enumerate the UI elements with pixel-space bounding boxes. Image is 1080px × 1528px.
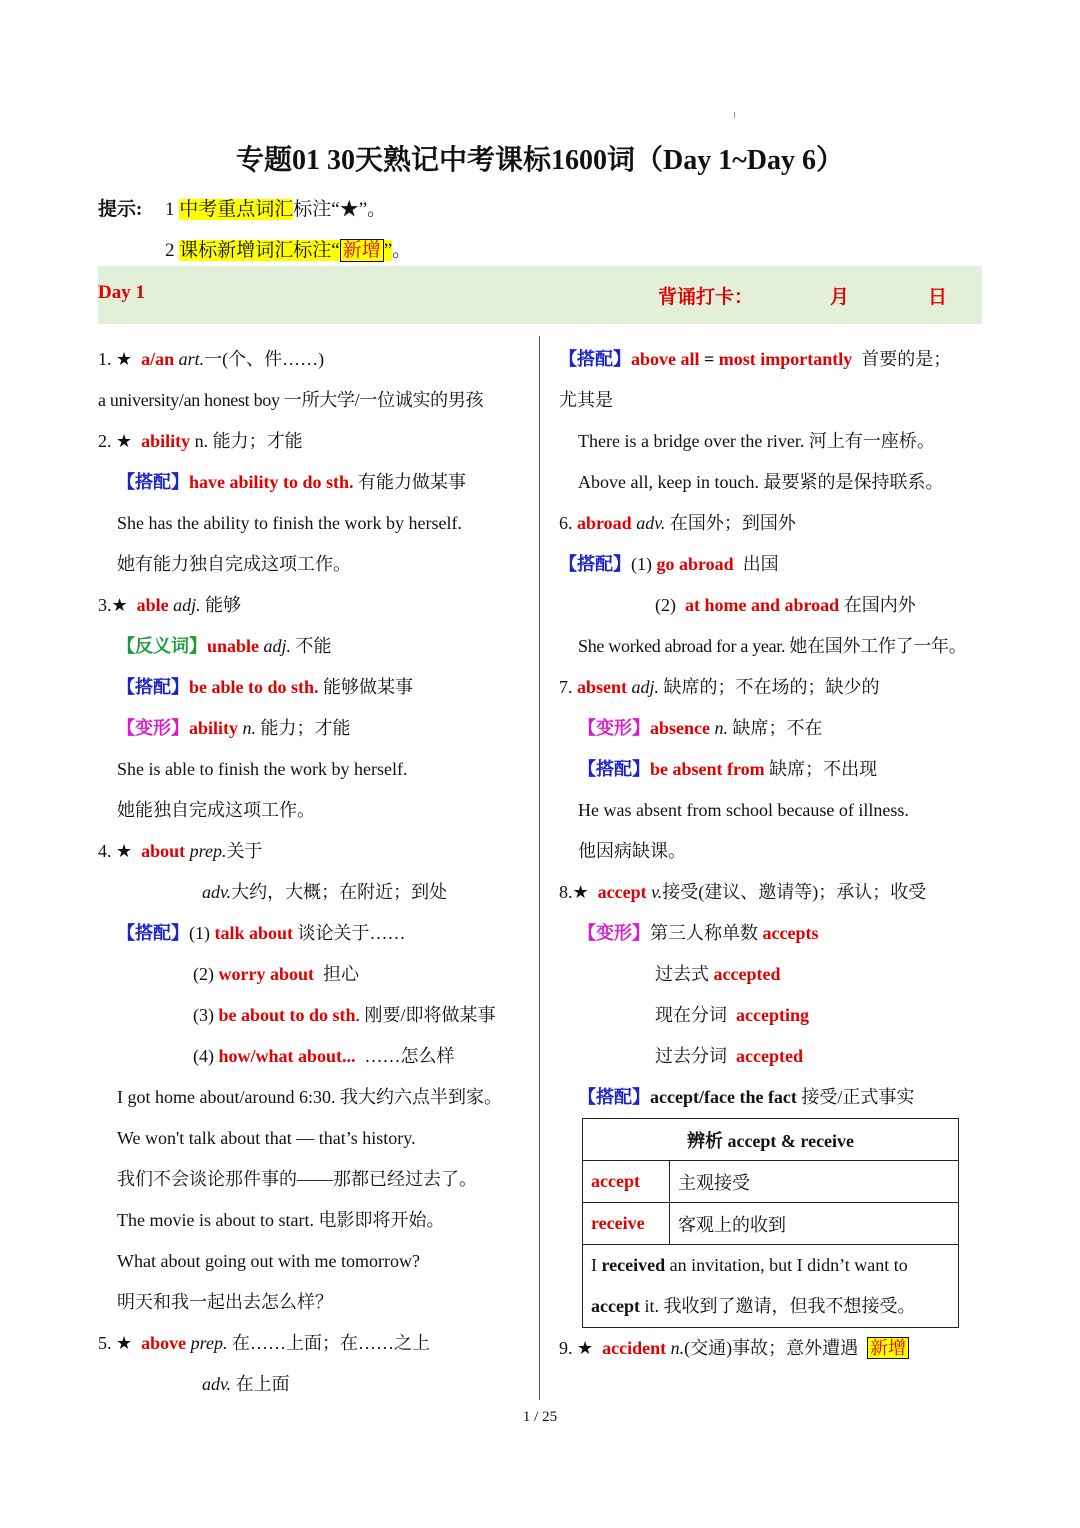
example: We won't talk about that — that’s history.: [117, 1128, 416, 1148]
example: 她有能力独自完成这项工作。: [117, 554, 351, 574]
table-cell: 主观接受: [670, 1161, 959, 1203]
tip-1: 1 中考重点词汇标注“★”。: [165, 199, 387, 220]
example: The movie is about to start. 电影即将开始。: [117, 1210, 445, 1230]
example: What about going out with me tomorrow?: [117, 1251, 420, 1271]
collocation: 【搭配】have ability to do sth. 有能力做某事: [117, 472, 467, 492]
collocation: 【搭配】accept/face the fact 接受/正式事实: [578, 1087, 915, 1107]
collocation: (2) worry about 担心: [193, 964, 359, 984]
day-header-bar: [98, 266, 982, 324]
example: There is a bridge over the river. 河上有一座桥。: [578, 431, 935, 451]
month-label: 月: [830, 287, 850, 308]
collocation: (4) how/what about... ……怎么样: [193, 1046, 455, 1066]
example: 她能独自完成这项工作。: [117, 800, 315, 820]
table-cell: accept: [583, 1161, 670, 1203]
new-word-tag: 新增: [867, 1337, 909, 1359]
example: She has the ability to finish the work by herself.: [117, 513, 462, 533]
entry-accident: 9. ★ accident n.(交通)事故；意外遭遇 新增: [559, 1335, 909, 1361]
example: 明天和我一起出去怎么样？: [117, 1292, 333, 1312]
entry-absent: 7. absent adj. 缺席的；不在场的；缺少的: [559, 677, 880, 697]
example: She is able to finish the work by herself.: [117, 759, 408, 779]
example: 我们不会谈论那件事的——那都已经过去了。: [117, 1169, 477, 1189]
table-example: I received an invitation, but I didn’t want to accept it. 我收到了邀请，但我不想接受。: [583, 1245, 959, 1328]
page-number: 1 / 25: [522, 1409, 558, 1425]
sense: 尤其是: [559, 390, 613, 410]
scan-mark: [734, 112, 735, 118]
example: 他因病缺课。: [578, 841, 686, 861]
collocation: (2) at home and abroad 在国内外: [655, 595, 916, 615]
collocation: 【搭配】above all = most importantly 首要的是；: [559, 349, 952, 369]
collocation: 【搭配】be absent from 缺席；不出现: [578, 759, 878, 779]
comparison-table: [582, 1118, 959, 1328]
word-form: 【变形】第三人称单数 accepts: [578, 923, 819, 943]
word-form: 【变形】ability n. 能力；才能: [117, 718, 351, 738]
table-row: [583, 1245, 959, 1328]
word-form: 现在分词 accepting: [655, 1005, 809, 1025]
example: Above all, keep in touch. 最要紧的是保持联系。: [578, 472, 944, 492]
antonym: 【反义词】unable adj. 不能: [117, 636, 332, 656]
table-row: [583, 1161, 959, 1203]
table-cell: 客观上的收到: [670, 1203, 959, 1245]
column-divider: [539, 336, 540, 1400]
example: I got home about/around 6:30. 我大约六点半到家。: [117, 1087, 502, 1107]
checkin-label: 背诵打卡：: [658, 287, 754, 308]
day-label: Day 1: [98, 282, 145, 303]
example: a university/an honest boy 一所大学/一位诚实的男孩: [98, 390, 484, 410]
word-form: 【变形】absence n. 缺席；不在: [578, 718, 823, 738]
sense: adv.大约，大概；在附近；到处: [202, 882, 448, 902]
entry-ability: 2. ★ ability n. 能力；才能: [98, 431, 303, 451]
collocation: 【搭配】be able to do sth. 能够做某事: [117, 677, 414, 697]
table-cell: receive: [583, 1203, 670, 1245]
example: She worked abroad for a year. 她在国外工作了一年。: [578, 636, 967, 656]
example: He was absent from school because of illness.: [578, 800, 909, 820]
entry-abroad: 6. abroad adv. 在国外；到国外: [559, 513, 796, 533]
entry-above: 5. ★ above prep. 在……上面；在……之上: [98, 1333, 430, 1353]
collocation: 【搭配】(1) talk about 谈论关于……: [117, 923, 406, 943]
entry-about: 4. ★ about prep.关于: [98, 841, 263, 861]
collocation: 【搭配】(1) go abroad 出国: [559, 554, 779, 574]
sense: adv. 在上面: [202, 1374, 290, 1394]
date-label: 日: [928, 287, 948, 308]
word-form: 过去式 accepted: [655, 964, 781, 984]
word-form: 过去分词 accepted: [655, 1046, 803, 1066]
table-header: 辨析 accept & receive: [583, 1119, 959, 1161]
table-row: [583, 1203, 959, 1245]
entry-able: 3.★ able adj. 能够: [98, 595, 242, 615]
tip-label: 提示:: [98, 199, 143, 220]
entry-a-an: 1. ★ a/an art.一(个、件……): [98, 349, 325, 369]
page-title: 专题01 30天熟记中考课标1600词（Day 1~Day 6）: [235, 145, 844, 176]
collocation: (3) be about to do sth. 刚要/即将做某事: [193, 1005, 496, 1025]
entry-accept: 8.★ accept v.接受(建议、邀请等)；承认；收受: [559, 882, 927, 902]
tip-2: 2 课标新增词汇标注“ 新增 ”。: [165, 240, 412, 261]
